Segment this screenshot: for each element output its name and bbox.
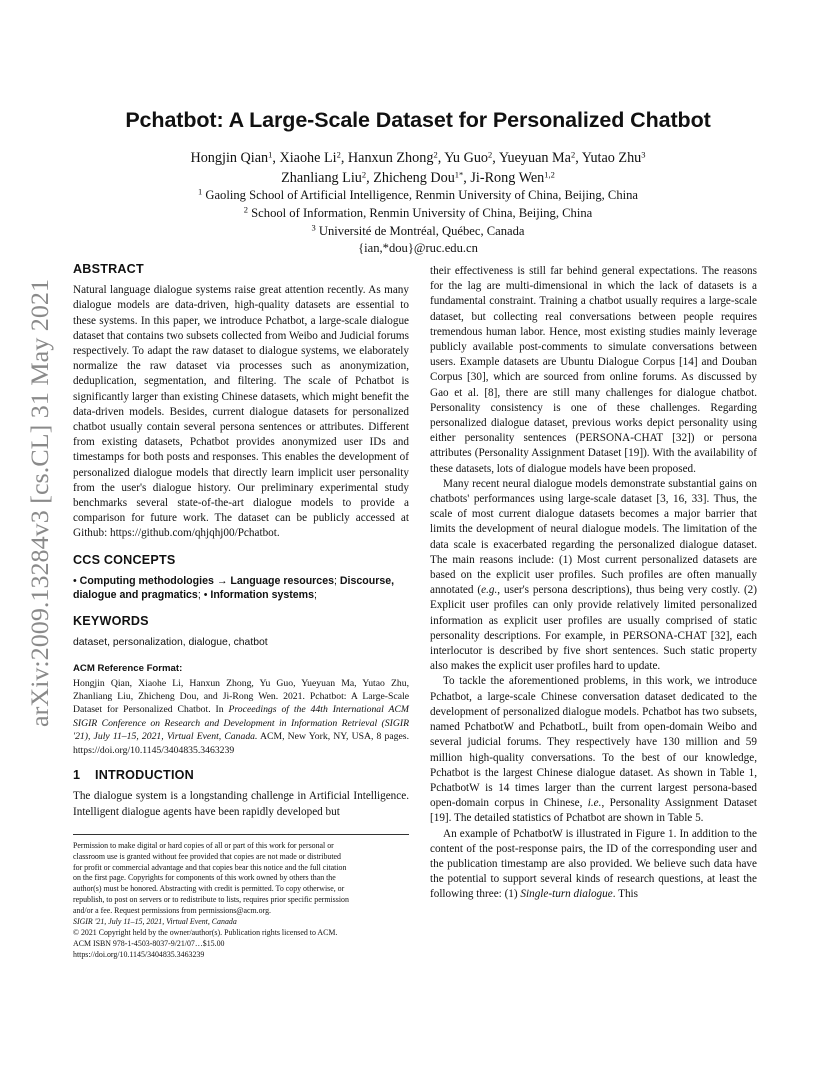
author-name: Yueyuan Ma bbox=[498, 150, 571, 166]
abstract-heading: ABSTRACT bbox=[73, 262, 144, 276]
paragraph-text: Many recent neural dialogue models demonstrate substantial gains on chatbots' performances using large-scale dataset [3, 16, 33]. Thus, the scale of most current dialogue datasets becomes a major barrier that limits the development of neural dialogue models. The limitation of the data scale is exacerbated regarding the personalized dialogue dataset. The main reasons include: (1) Most current personalized datasets are based on the explicit user profiles. Such profiles are often manually annotated ( bbox=[430, 477, 757, 597]
arxiv-stamp-text: arXiv:2009.13284v3 [cs.CL] 31 May 2021 bbox=[25, 289, 54, 727]
author-name: Xiaohe Li bbox=[279, 150, 337, 166]
affiliation-3 bbox=[73, 223, 763, 241]
permission-line: classroom use is granted without fee provided that copies are not made or distributed bbox=[73, 851, 341, 861]
author-sup: 2 bbox=[570, 149, 576, 160]
permission-line: Permission to make digital or hard copies of all or part of this work for personal or bbox=[73, 840, 334, 850]
ccs-heading: CCS CONCEPTS bbox=[73, 552, 176, 567]
permission-isbn: ACM ISBN 978-1-4503-8037-9/21/07…$15.00 bbox=[73, 938, 225, 948]
author-name: Yu Guo bbox=[444, 150, 489, 166]
paragraph-text: . This bbox=[612, 888, 638, 901]
author-sup: 3 bbox=[641, 149, 646, 160]
permission-line: and/or a fee. Request permissions from permissions@acm.org. bbox=[73, 906, 271, 916]
permission-copyright: © 2021 Copyright held by the owner/author(s). Publication rights licensed to ACM. bbox=[73, 927, 338, 937]
author-name: Zhicheng Dou bbox=[373, 170, 455, 186]
permission-line: republish, to post on servers or to redistribute to lists, requires prior specific permission bbox=[73, 895, 349, 905]
paragraph-text: , Personality Assignment Dataset [19]. The detailed statistics of Pchatbot are shown in Table 5. bbox=[430, 797, 757, 825]
ccs-concepts: • Computing methodologies → Language resources; Discourse, dialogue and pragmatics; • Information systems; bbox=[73, 574, 395, 602]
author-sup: 2 bbox=[361, 169, 367, 180]
ccs-bullet: • bbox=[203, 589, 208, 602]
reference-venue: Proceedings of the 44th International ACM SIGIR Conference on Research and Development in Information Retrieval (SIGIR '21), July 11–15, 2021, Virtual Event, Canada. bbox=[73, 704, 409, 743]
introduction-text-start: The dialogue system is a longstanding challenge in Artificial Intelligence. Intelligent dialogue agents have been rapidly developed but bbox=[73, 790, 409, 818]
left-column bbox=[73, 262, 409, 961]
ccs-term: Information systems bbox=[210, 589, 314, 602]
author-sup: 1* bbox=[454, 169, 464, 180]
paragraph-italic: Single-turn dialogue bbox=[520, 888, 613, 901]
permission-line: author(s) must be honored. Abstracting with credit is permitted. To copy otherwise, or bbox=[73, 884, 345, 894]
affiliation-sup: 1 bbox=[197, 186, 203, 197]
permission-doi: https://doi.org/10.1145/3404835.3463239 bbox=[73, 949, 205, 959]
affiliation-sup: 2 bbox=[243, 204, 249, 215]
paragraph-italic: e.g. bbox=[481, 584, 498, 597]
ccs-arrow: → bbox=[216, 574, 228, 587]
keywords-heading: KEYWORDS bbox=[73, 614, 149, 629]
arxiv-identifier-stamp bbox=[12, 275, 60, 730]
author-name: Zhanliang Liu bbox=[281, 170, 362, 186]
affiliation-2 bbox=[73, 205, 763, 223]
affiliation-list bbox=[73, 187, 763, 258]
author-sup: 1,2 bbox=[544, 169, 555, 180]
author-name: Yutao Zhu bbox=[581, 150, 642, 166]
author-name: Hongjin Qian bbox=[190, 150, 269, 166]
introduction-paragraph-3 bbox=[430, 674, 757, 826]
author-name: Ji-Rong Wen bbox=[470, 170, 545, 186]
author-sup: 2 bbox=[433, 149, 438, 160]
paper-title: Pchatbot: A Large-Scale Dataset for Personalized Chatbot bbox=[125, 108, 711, 132]
author-sup: 1 bbox=[268, 149, 273, 160]
permission-line: on the first page. Copyrights for components of this work owned by others than the bbox=[73, 873, 336, 883]
affiliation-1 bbox=[73, 187, 763, 205]
footnote-divider bbox=[73, 834, 409, 835]
paragraph-text: An example of PchatbotW is illustrated in Figure 1. In addition to the content of the post-response pairs, the ID of the corresponding user and the publication timestamp are also provided. We believe such data have the potential to support several kinds of research questions, at least the following three: (1) bbox=[430, 827, 757, 901]
paragraph-text: To tackle the aforementioned problems, in this work, we introduce Pchatbot, a large-scale Chinese conversation dataset dedicated to the development of personalized dialogue models. Pchatbot has two subsets, named PchatbotW and PchatbotL, built from open-domain Weibo and several judicial forums. They respectively have 130 million and 59 million high-quality conversations. To the best of our knowledge, Pchatbot is the largest Chinese dialogue dataset. As shown in Table 1, PchatbotW is 14 times larger than the current largest persona-based open-domain corpus in Chinese, bbox=[430, 675, 757, 810]
ccs-term: Language resources bbox=[230, 574, 334, 587]
author-sup: 2 bbox=[488, 149, 493, 160]
reference-tail: ACM, New York, NY, USA, 8 pages. https://doi.org/10.1145/3404835.3463239 bbox=[73, 731, 409, 756]
ccs-bullet: • bbox=[73, 574, 77, 587]
author-line-2: Zhanliang Liu$^2$, Zhicheng Dou$^{1*}$, Ji-Rong Wen$^{1,2}$ bbox=[281, 169, 555, 186]
author-sup: 2 bbox=[336, 149, 341, 160]
introduction-paragraph-4 bbox=[430, 827, 757, 903]
keywords-text: dataset, personalization, dialogue, chatbot bbox=[73, 637, 268, 649]
ccs-term: Discourse, dialogue and pragmatics bbox=[73, 574, 395, 602]
affiliation-text: Gaoling School of Artificial Intelligence, Renmin University of China, Beijing, China bbox=[205, 188, 639, 202]
affiliation-sup: 3 bbox=[311, 221, 316, 232]
author-name: Hanxun Zhong bbox=[347, 150, 434, 166]
ccs-term: Computing methodologies bbox=[79, 574, 214, 587]
author-list bbox=[73, 148, 763, 188]
reference-format-heading: ACM Reference Format: bbox=[73, 663, 183, 675]
introduction-paragraph-1: their effectiveness is still far behind general expectations. The reasons for the lag are multi-dimensional in which the lack of datasets is a fundamental constraint. Training a chatbot usually requires a large-scale dataset, but collecting real conversations between people requires tremendous human labor. Hence, most existing studies mainly leverage publicly available post-comments to simulate conversations between users. Example datasets are Ubuntu Dialogue Corpus [14] and Douban Corpus [30], which are sourced from online forums. As discussed by Gao et al. [8], there are still many challenges for dialogue chatbot. Personality consistency is one of these challenges. Regarding personalized dialogue dataset, previous works depict personality using either personality sentences (PERSONA-CHAT [32]) or persona attributes (Personality Assignment Dataset [19]). With the availability of these datasets, lots of dialogue models have been proposed. bbox=[430, 265, 757, 475]
introduction-heading: 1 INTRODUCTION bbox=[73, 768, 194, 783]
paragraph-italic: i.e. bbox=[587, 797, 602, 810]
reference-authors: Hongjin Qian, Xiaohe Li, Hanxun Zhong, Yu Guo, Yueyuan Ma, Yutao Zhu, Zhanliang Liu, Zhicheng Dou, and Ji-Rong Wen. 2021. Pchatbot: A Large-Scale Dataset for Personalized Chatbot. In bbox=[73, 677, 409, 716]
abstract-text: Natural language dialogue systems raise great attention recently. As many dialogue models are data-driven, high-quality datasets are essential to these systems. In this paper, we introduce Pchatbot, a large-scale dialogue dataset that contains two subsets collected from Weibo and Judicial forums respectively. To adapt the raw dataset to dialogue systems, we elaborately normalize the raw dataset via processes such as anonymization, deduplication, segmentation, and filtering. The scale of Pchatbot is significantly larger than existing Chinese datasets, which might benefit the data-driven models. Besides, current dialogue datasets for personalized chatbot usually contain several persona sentences or attributes. Different from existing datasets, Pchatbot provides anonymized user IDs and timestamps for both posts and responses. This enables the development of personalized dialogue models that directly learn implicit user personality from the user's dialogue history. Our preliminary experimental study benchmarks several state-of-the-art dialogue models to provide a comparison for future work. The dataset can be publicly accessed at Github: https://github.com/qhjqhj00/Pchatbot. bbox=[73, 284, 409, 540]
permission-notice bbox=[73, 841, 409, 961]
author-line-1: Hongjin Qian$^1$, Xiaohe Li$^2$, Hanxun Zhong$^2$, Yu Guo$^2$, Yueyuan Ma$^2$, Yutao Zhu$^3$ bbox=[190, 149, 646, 166]
reference-format-text bbox=[73, 677, 409, 757]
author-email: {ian,*dou}@ruc.edu.cn bbox=[358, 241, 478, 256]
paragraph-text: , user's persona descriptions), thus being very costly. (2) Explicit user profiles can only provide relatively limited personalized information as explicit user profiles are usually comprised of static personality descriptions. For example, in PERSONA-CHAT [32], each interlocutor is described by five short sentences. Such static property also makes the explicit user profiles hard to update. bbox=[430, 584, 758, 673]
affiliation-text: Université de Montréal, Québec, Canada bbox=[318, 223, 525, 238]
right-column bbox=[430, 264, 757, 903]
permission-venue: SIGIR '21, July 11–15, 2021, Virtual Event, Canada bbox=[73, 917, 237, 927]
permission-line: for profit or commercial advantage and that copies bear this notice and the full citation bbox=[73, 862, 347, 872]
introduction-paragraph-2 bbox=[430, 477, 757, 675]
affiliation-text: School of Information, Renmin University of China, Beijing, China bbox=[251, 205, 593, 220]
